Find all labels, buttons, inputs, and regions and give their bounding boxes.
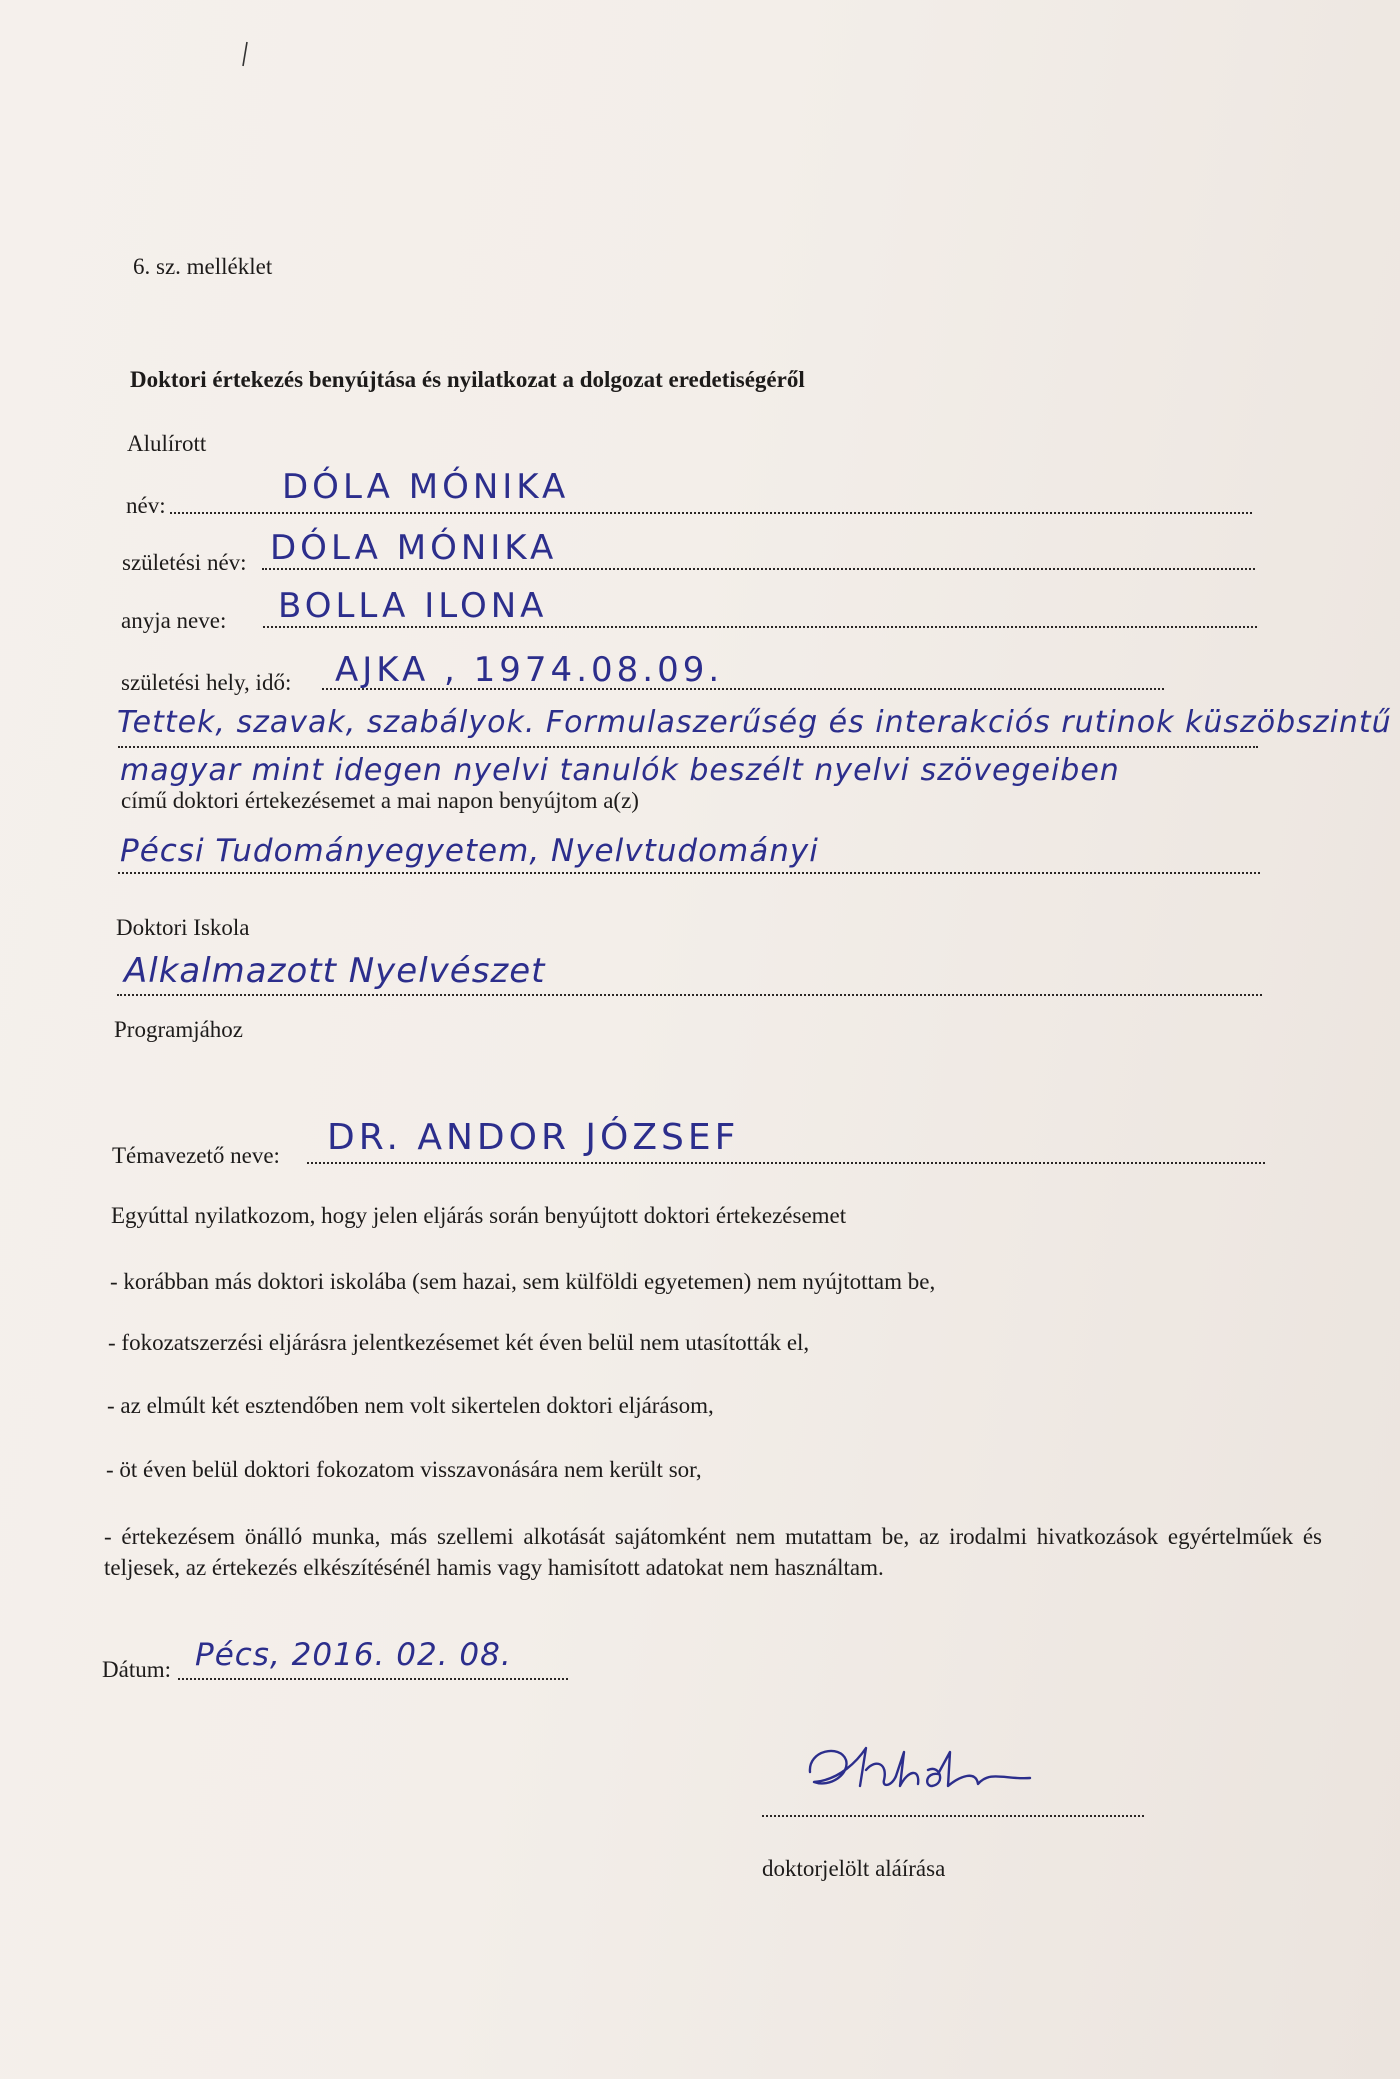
declaration-item: - fokozatszerzési eljárásra jelentkezésemet két éven belül nem utasították el,: [108, 1330, 810, 1355]
annex-label: 6. sz. melléklet: [133, 254, 273, 279]
birth-name-label: születési név:: [122, 550, 247, 575]
signature-dotted-line: [762, 1815, 1144, 1817]
declaration-intro: Egyúttal nyilatkozom, hogy jelen eljárás során benyújtott doktori értekezésemet: [111, 1203, 847, 1228]
date-label: Dátum:: [102, 1657, 171, 1682]
thesis-title-dotted-line-1: [118, 746, 1258, 748]
birthplace-label: születési hely, idő:: [121, 670, 292, 695]
university-value: Pécsi Tudományegyetem, Nyelvtudományi: [120, 833, 819, 869]
mother-name-dotted-line: [263, 626, 1257, 628]
name-value: DÓLA MÓNIKA: [282, 467, 570, 507]
submit-sentence: című doktori értekezésemet a mai napon benyújtom a(z): [121, 788, 639, 813]
mother-name-label: anyja neve:: [121, 608, 227, 633]
signature-icon: [800, 1730, 1040, 1810]
supervisor-label: Témavezető neve:: [112, 1143, 280, 1168]
name-label: név:: [126, 493, 166, 518]
birthplace-value: AJKA , 1974.08.09.: [335, 650, 724, 690]
declaration-item-originality: - értekezésem önálló munka, más szellemi alkotását sajátomként nem mutattam be, az irodalmi hivatkozások egyértelműek és teljesek, az értekezés elkészítésénél hamis vagy hamisított adatokat nem használtam.: [104, 1524, 1322, 1580]
university-dotted-line: [118, 872, 1260, 874]
birth-name-value: DÓLA MÓNIKA: [270, 528, 558, 568]
declaration-item: - öt éven belül doktori fokozatom visszavonására nem került sor,: [106, 1457, 702, 1482]
date-dotted-line: [178, 1678, 568, 1680]
doctoral-school-label: Doktori Iskola: [116, 915, 250, 940]
thesis-title-line-2: magyar mint idegen nyelvi tanulók beszélt nyelvi szövegeiben: [120, 753, 1120, 788]
mother-name-value: BOLLA ILONA: [278, 586, 548, 626]
thesis-title-line-1: Tettek, szavak, szabályok. Formulaszerűség és interakciós rutinok küszöbszintű: [117, 705, 1392, 740]
declaration-item: - korábban más doktori iskolába (sem hazai, sem külföldi egyetemen) nem nyújtottam be,: [110, 1269, 936, 1294]
supervisor-dotted-line: [307, 1162, 1265, 1164]
program-dotted-line: [117, 994, 1262, 996]
birth-name-dotted-line: [262, 568, 1255, 570]
pen-mark-icon: [240, 40, 250, 70]
signature-caption: doktorjelölt aláírása: [762, 1856, 946, 1881]
document-title: Doktori értekezés benyújtása és nyilatkozat a dolgozat eredetiségéről: [130, 367, 805, 392]
undersigned-label: Alulírott: [127, 431, 207, 456]
date-value: Pécs, 2016. 02. 08.: [195, 1637, 512, 1673]
supervisor-value: DR. ANDOR JÓZSEF: [327, 1117, 740, 1158]
declaration-item: - az elmúlt két esztendőben nem volt sikertelen doktori eljárásom,: [107, 1393, 714, 1418]
program-label: Programjához: [114, 1017, 244, 1042]
program-value: Alkalmazott Nyelvészet: [124, 951, 546, 991]
name-dotted-line: [170, 512, 1252, 514]
